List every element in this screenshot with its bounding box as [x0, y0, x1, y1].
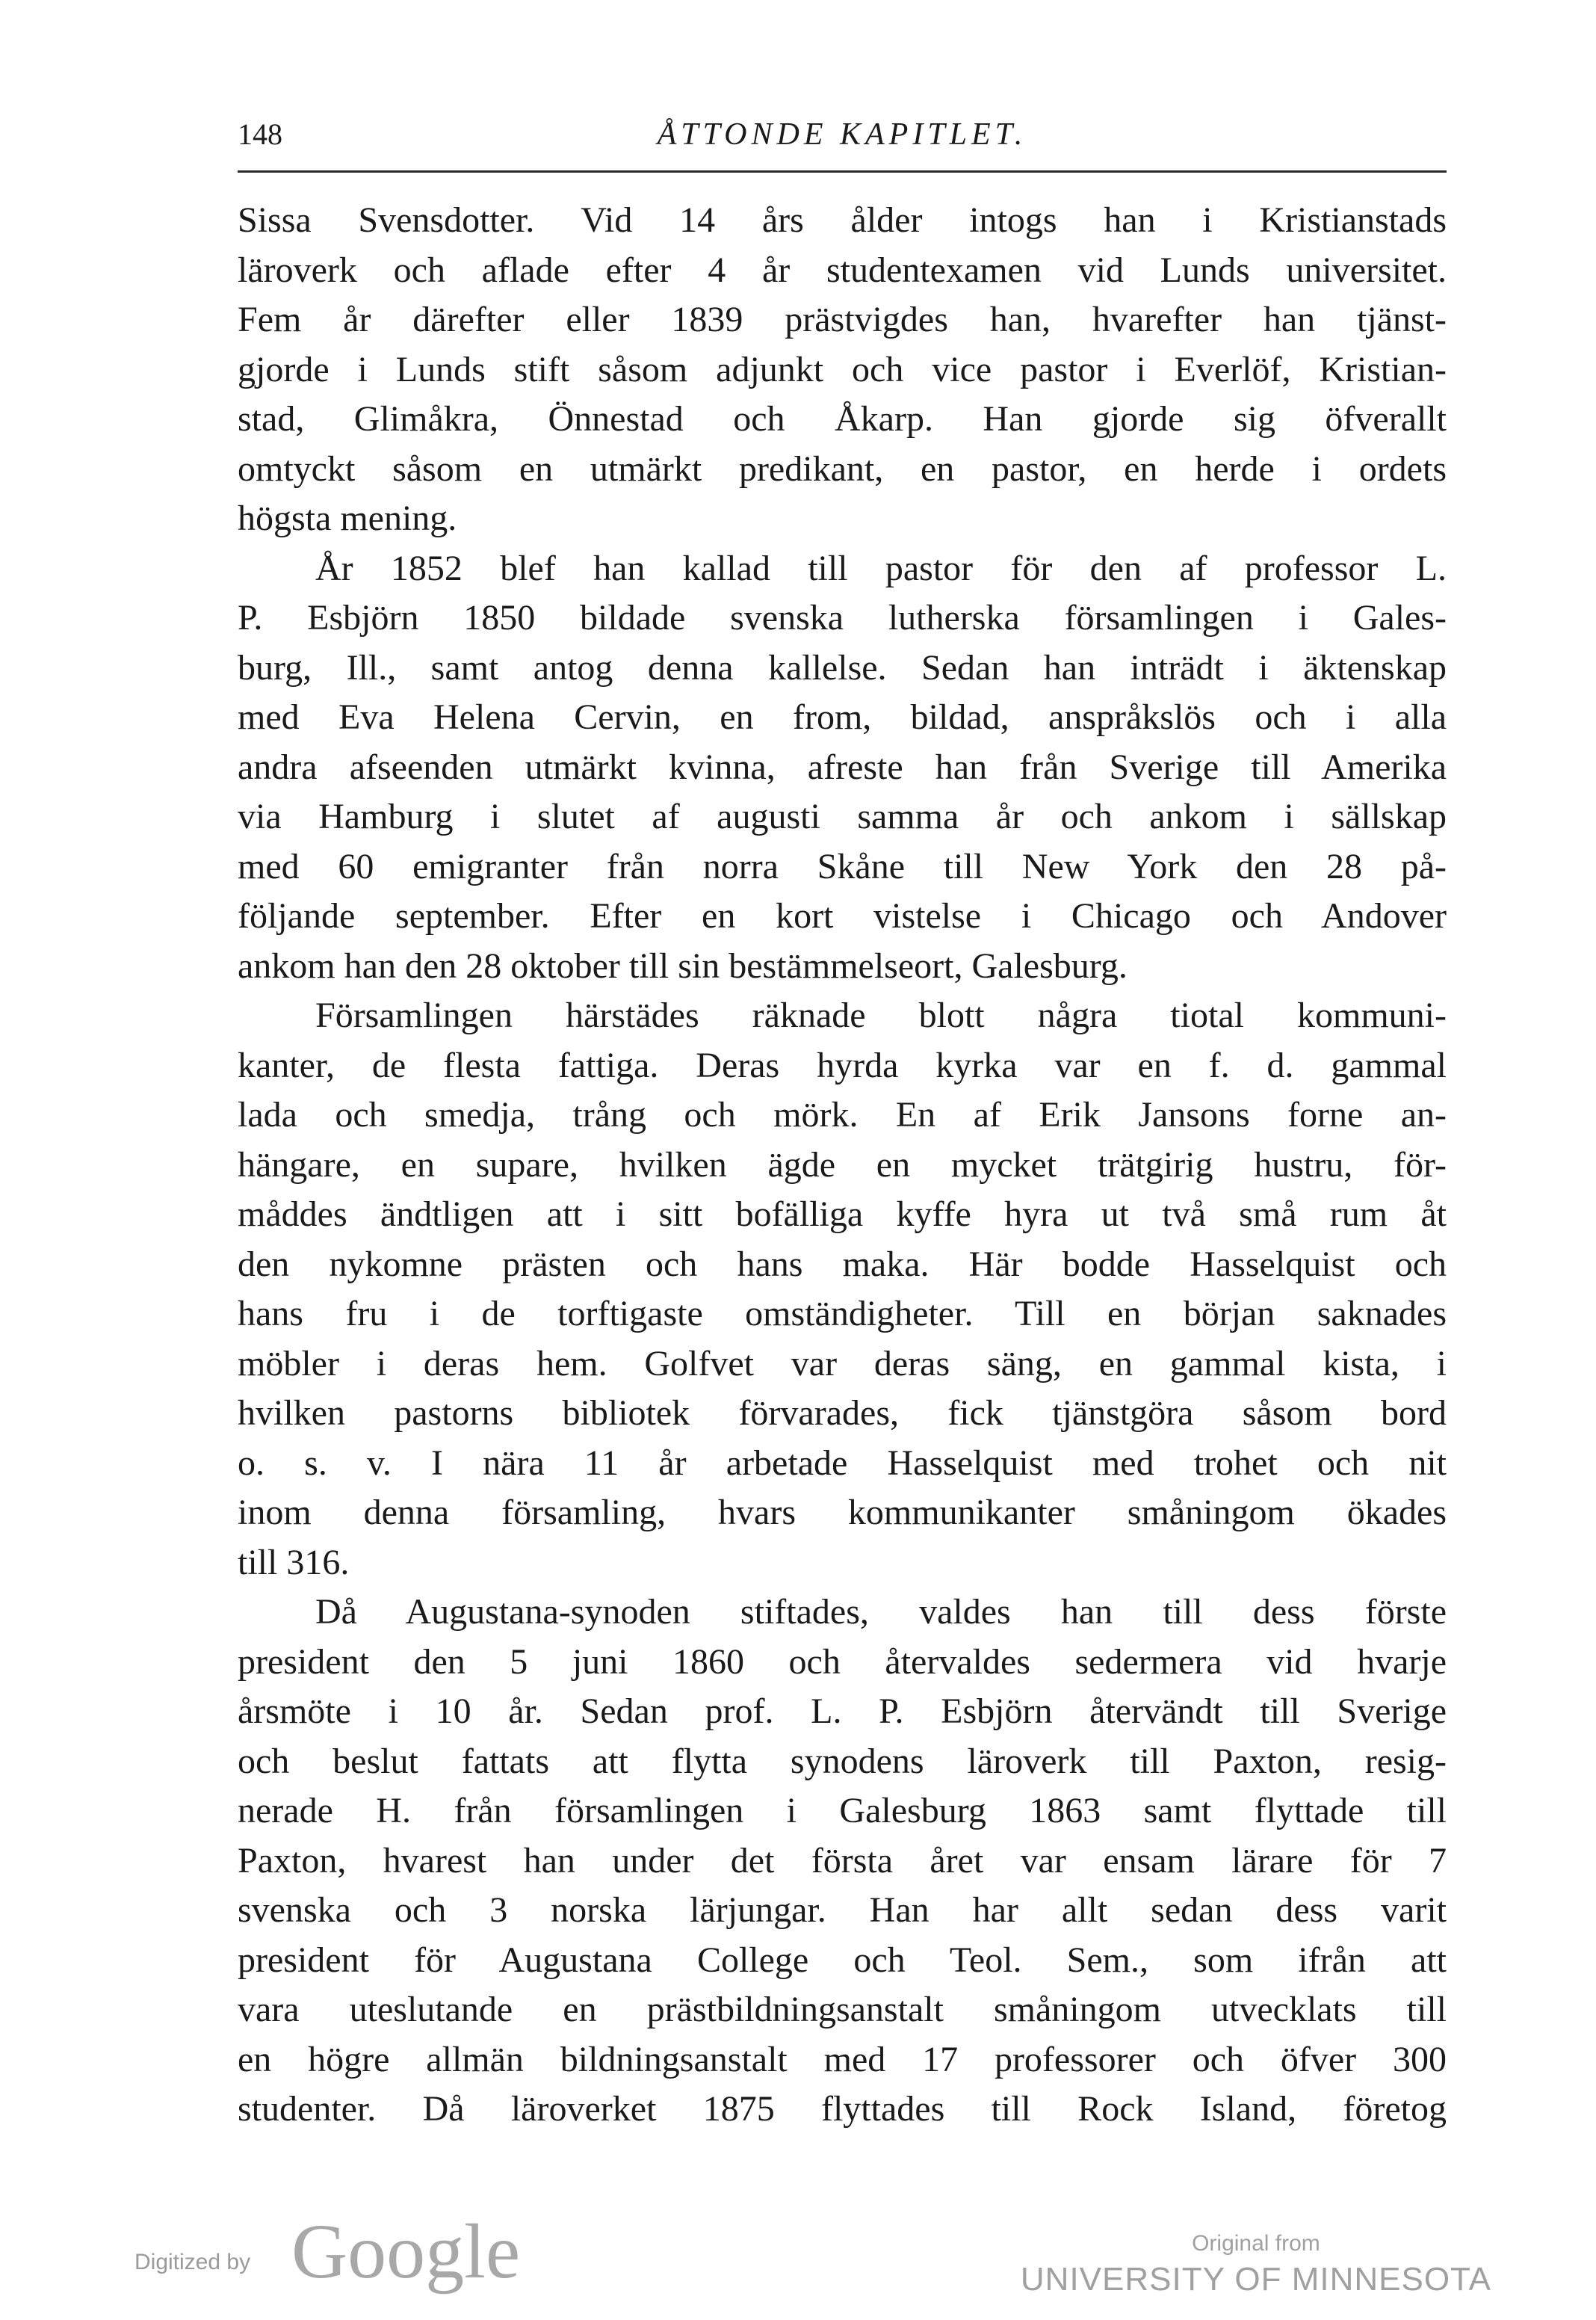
- text-line: till 316.: [238, 1542, 350, 1582]
- text-line: via Hamburg i slutet af augusti samma år och ankom i sällskap: [238, 797, 1447, 836]
- text-line: läroverk och aflade efter 4 år studentexamen vid Lunds universitet.: [238, 250, 1447, 290]
- text-line: o. s. v. I nära 11 år arbetade Hasselquist med trohet och nit: [238, 1443, 1447, 1483]
- google-logo: Google: [291, 2209, 521, 2295]
- text-line: P. Esbjörn 1850 bildade svenska lutherska församlingen i Gales-: [238, 598, 1447, 638]
- paragraph-start-line: Församlingen härstädes räknade blott några tiotal kommuni-: [315, 996, 1447, 1035]
- text-line: stad, Glimåkra, Önnestad och Åkarp. Han gjorde sig öfverallt: [238, 399, 1447, 439]
- text-line: följande september. Efter en kort vistelse i Chicago och Andover: [238, 896, 1447, 936]
- text-line: nerade H. från församlingen i Galesburg 1863 samt flyttade till: [238, 1791, 1447, 1830]
- text-line: burg, Ill., samt antog denna kallelse. Sedan han inträdt i äktenskap: [238, 647, 1447, 688]
- digitized-by-watermark: [134, 2211, 658, 2293]
- text-line: årsmöte i 10 år. Sedan prof. L. P. Esbjörn återvändt till Sverige: [238, 1691, 1447, 1731]
- text-line: med Eva Helena Cervin, en from, bildad, anspråkslös och i alla: [238, 697, 1447, 737]
- source-attribution: [1021, 2229, 1491, 2301]
- text-line: inom denna församling, hvars kommunikanter småningom ökades: [238, 1493, 1447, 1532]
- running-head: ÅTTONDE KAPITLET.: [657, 117, 1027, 152]
- header-rule: [238, 170, 1447, 173]
- text-line: president för Augustana College och Teol. Sem., som ifrån att: [238, 1940, 1447, 1980]
- text-line: Fem år därefter eller 1839 prästvigdes han, hvarefter han tjänst-: [238, 300, 1447, 339]
- text-line: högsta mening.: [238, 499, 457, 538]
- page-header: [238, 112, 1447, 172]
- text-line: omtyckt såsom en utmärkt predikant, en pastor, en herde i ordets: [238, 448, 1447, 489]
- text-line: en högre allmän bildningsanstalt med 17 professorer och öfver 300: [238, 2039, 1447, 2079]
- text-line: gjorde i Lunds stift såsom adjunkt och vice pastor i Everlöf, Kristian-: [238, 349, 1447, 389]
- body-text: [238, 196, 1447, 2135]
- text-line: den nykomne prästen och hans maka. Här bodde Hasselquist och: [238, 1244, 1447, 1284]
- text-line: möbler i deras hem. Golfvet var deras säng, en gammal kista, i: [238, 1343, 1447, 1383]
- text-line: hvilken pastorns bibliotek förvarades, fick tjänstgöra såsom bord: [238, 1393, 1447, 1433]
- university-name: UNIVERSITY OF MINNESOTA: [1020, 2261, 1491, 2298]
- digitized-by-label: Digitized by: [134, 2250, 251, 2274]
- paragraph-start-line: År 1852 blef han kallad till pastor för den af professor L.: [315, 548, 1447, 588]
- text-line: Paxton, hvarest han under det första året var ensam lärare för 7: [238, 1840, 1447, 1881]
- text-line: president den 5 juni 1860 och återvaldes sedermera vid hvarje: [238, 1641, 1447, 1682]
- text-line: måddes ändtligen att i sitt bofälliga kyffe hyra ut två små rum åt: [238, 1194, 1447, 1234]
- text-line: hans fru i de torftigaste omständigheter. Till en början saknades: [238, 1294, 1447, 1333]
- text-line: Sissa Svensdotter. Vid 14 års ålder intogs han i Kristianstads: [238, 200, 1447, 240]
- original-from-label: Original from: [1192, 2231, 1320, 2256]
- text-line: ankom han den 28 oktober till sin bestämmelseort, Galesburg.: [238, 945, 1128, 986]
- text-line: studenter. Då läroverket 1875 flyttades till Rock Island, företog: [238, 2089, 1447, 2129]
- text-line: svenska och 3 norska lärjungar. Han har allt sedan dess varit: [238, 1890, 1447, 1930]
- text-line: andra afseenden utmärkt kvinna, afreste han från Sverige till Amerika: [238, 747, 1447, 787]
- text-line: lada och smedja, trång och mörk. En af Erik Jansons forne an-: [238, 1095, 1447, 1135]
- text-line: vara uteslutande en prästbildningsanstalt småningom utvecklats till: [238, 1990, 1447, 2029]
- text-line: kanter, de flesta fattiga. Deras hyrda kyrka var en f. d. gammal: [238, 1045, 1447, 1085]
- paragraph-start-line: Då Augustana-synoden stiftades, valdes han till dess förste: [315, 1592, 1447, 1632]
- text-line: med 60 emigranter från norra Skåne till New York den 28 på-: [238, 846, 1447, 886]
- text-line: och beslut fattats att flytta synodens läroverk till Paxton, resig-: [238, 1741, 1447, 1781]
- text-line: hängare, en supare, hvilken ägde en mycket trätgirig hustru, för-: [238, 1144, 1447, 1185]
- page-number: 148: [238, 117, 282, 151]
